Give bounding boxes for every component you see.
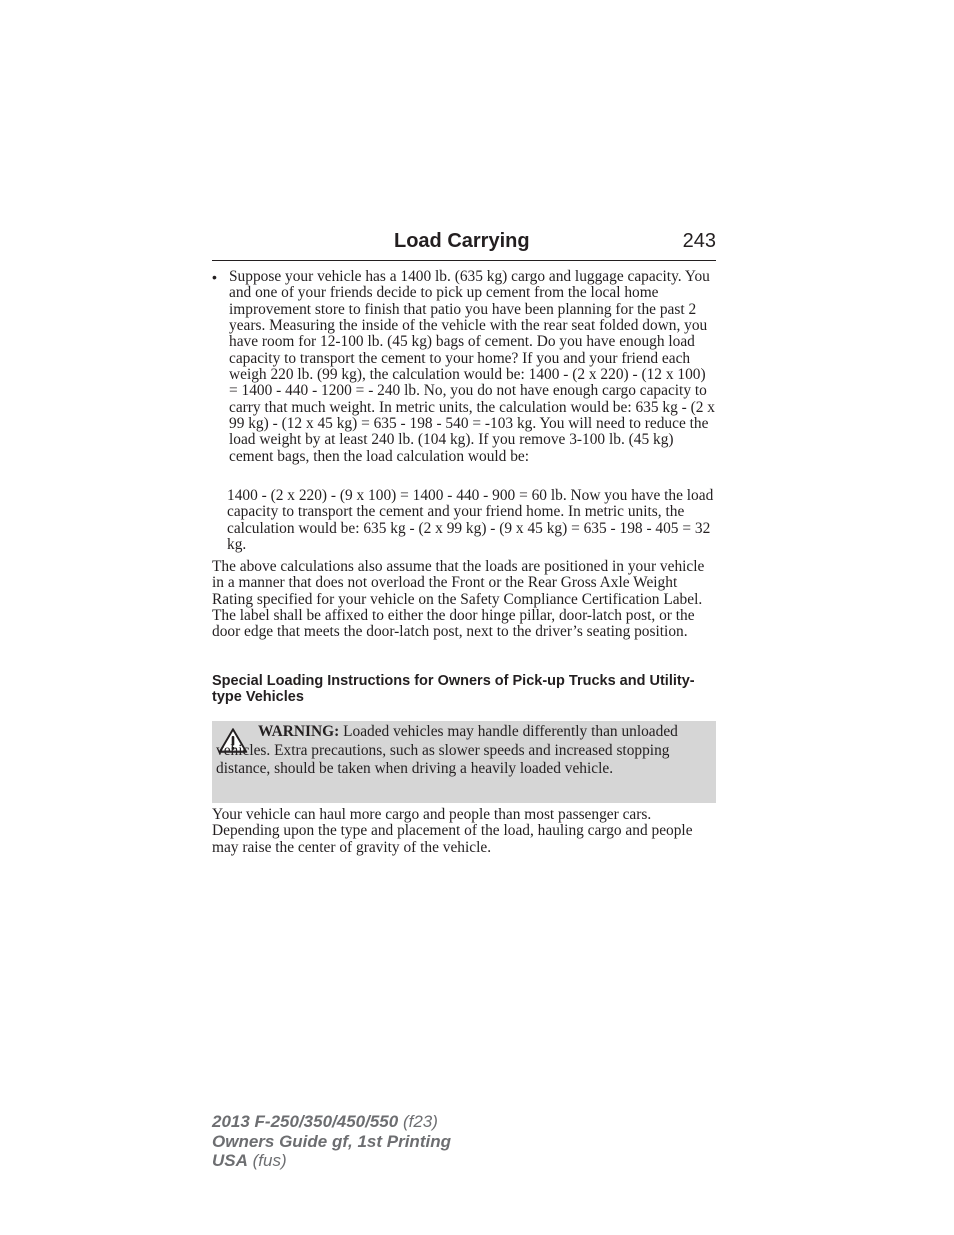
footer-model: 2013 F-250/350/450/550 [212,1112,399,1131]
body-paragraph-2: Your vehicle can haul more cargo and people than most passenger cars. Depending upon the type and placement of the load, hauling cargo and people may raise the center of gravity of the vehicle. [212,806,693,856]
bullet-continuation: 1400 - (2 x 220) - (9 x 100) = 1400 - 440 - 900 = 60 lb. Now you have the load capacity to transport the cement and your friend home. In metric units, the calculation would be: 635 kg - (2 x 99 kg) - (9 x 45 kg) = 635 - 198 - 405 = 32 kg. [227,487,714,554]
bullet-text: Suppose your vehicle has a 1400 lb. (635 kg) cargo and luggage capacity. You and one of your friends decide to pick up cement from the local home improvement store to finish that patio you have been planning for the past 2 years. Measuring the inside of the vehicle with the rear seat folded down, you have room for 12-100 lb. (45 kg) bags of cement. Do you have enough load capacity to transport the cement to your home? If you and your friend each weigh 220 lb. (99 kg), the calculation would be: 1400 - (2 x 220) - (12 x 100) = 1400 - 440 - 1200 = - 240 lb. No, you do not have enough cargo capacity to carry that much weight. In metric units, the calculation would be: 635 kg - (2 x 99 kg) - (12 x 45 kg) = 635 - 198 - 540 = -103 kg. You will need to reduce the load weight by at least 240 lb. (104 kg). If you remove 3-100 lb. (45 kg) cement bags, then the load calculation would be: [229,268,715,465]
footer-model-code: (f23) [402,1112,438,1131]
footer-market: USA [212,1151,248,1170]
footer-line-2: Owners Guide gf, 1st Printing [212,1131,451,1151]
warning-box [212,721,716,803]
footer-market-code: (fus) [252,1151,287,1170]
section-title: Load Carrying [394,230,530,252]
warning-text-block [216,723,708,779]
warning-text: Loaded vehicles may handle differently than unloaded vehicles. Extra precautions, such as slower speeds and increased stopping distance, should be taken when driving a heavily loaded vehicle. [216,723,678,777]
footer-line-1 [212,1112,451,1132]
footer-line-3 [212,1151,451,1171]
page-header [212,228,716,261]
body-paragraph-1: The above calculations also assume that the loads are positioned in your vehicle in a manner that does not overload the Front or the Rear Gross Axle Weight Rating specified for your vehicle on the Safety Compliance Certification Label. The label shall be affixed to either the door hinge pillar, door-latch post, or the door edge that meets the door-latch post, next to the driver’s seating position. [212,558,705,641]
page-footer [212,1112,451,1171]
bullet-item [212,269,716,465]
warning-label: WARNING: [258,723,340,740]
section-subheading: Special Loading Instructions for Owners of Pick-up Trucks and Utility-type Vehicles [212,673,695,706]
bullet-marker: • [212,269,217,285]
page-number: 243 [682,230,716,252]
